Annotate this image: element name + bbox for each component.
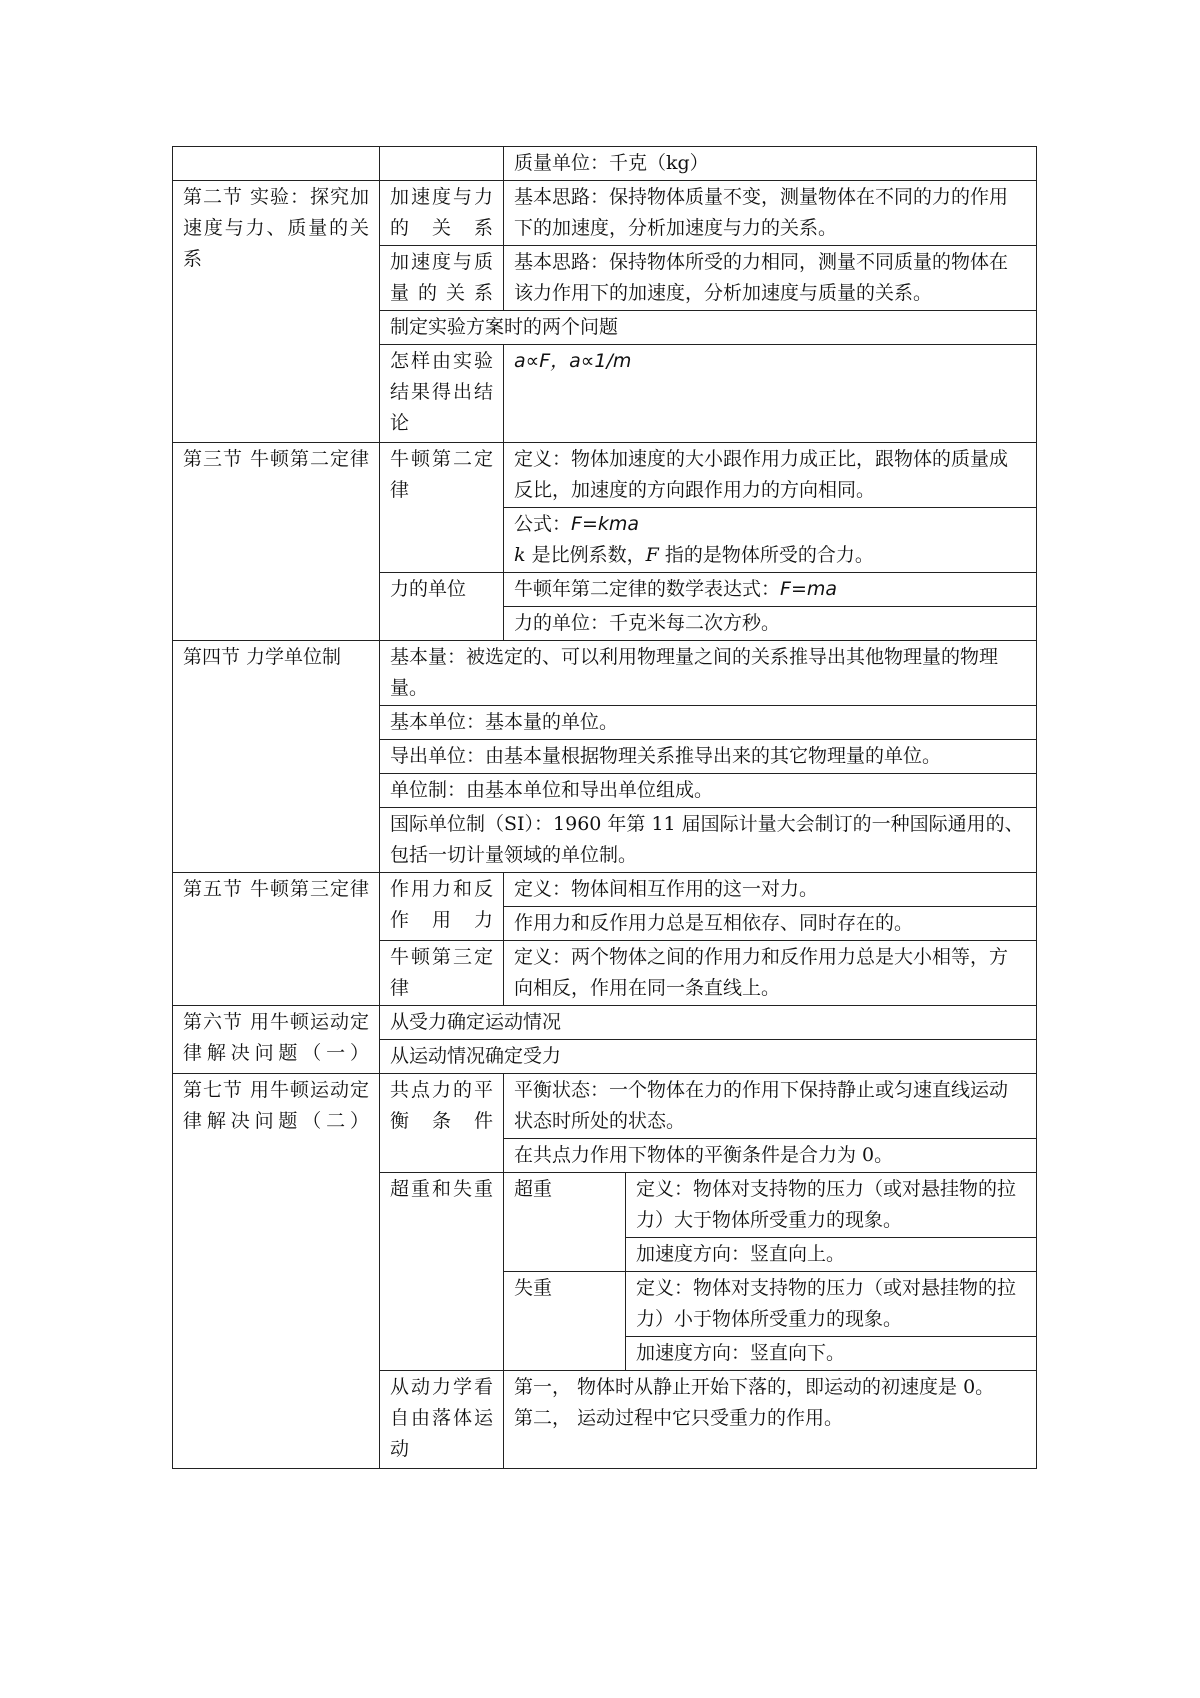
content-cell: 在共点力作用下物体的平衡条件是合力为 0。 — [504, 1139, 1037, 1173]
notes-table-container — [172, 146, 1037, 1470]
freefall-line: 第一， 物体时从静止开始下落的，即运动的初速度是 0。 — [514, 1376, 995, 1398]
content-cell: 作用力和反作用力总是互相依存、同时存在的。 — [504, 907, 1037, 941]
content-cell: 定义：两个物体之间的作用力和反作用力总是大小相等，方向相反，作用在同一条直线上。 — [504, 941, 1037, 1006]
content-cell: 定义：物体对支持物的压力（或对悬挂物的拉力）小于物体所受重力的现象。 — [626, 1272, 1037, 1337]
content-cell: 制定实验方案时的两个问题 — [380, 311, 1037, 345]
topic-label: 从动力学看自由落体运动 — [380, 1371, 504, 1469]
section-cell — [173, 147, 380, 181]
k-text: 指的是物体所受的合力。 — [664, 544, 874, 566]
content-cell: 定义：物体间相互作用的这一对力。 — [504, 873, 1037, 907]
content-cell — [504, 573, 1037, 607]
formula-prefix: 公式： — [514, 513, 572, 535]
content-cell — [504, 1173, 1037, 1371]
content-cell — [504, 345, 1037, 443]
content-cell: 平衡状态：一个物体在力的作用下保持静止或匀速直线运动状态时所处的状态。 — [504, 1074, 1037, 1139]
content-cell: 基本量：被选定的、可以利用物理量之间的关系推导出其他物理量的物理量。 — [380, 641, 1037, 706]
content-cell: 加速度方向：竖直向上。 — [626, 1238, 1037, 1272]
topic-label: 牛顿第二定律 — [380, 443, 504, 573]
content-cell — [504, 508, 1037, 573]
section-title: 第五节 牛顿第三定律 — [173, 873, 380, 1006]
content-cell: 力的单位：千克米每二次方秒。 — [504, 607, 1037, 641]
table-row — [173, 641, 1037, 706]
topic-label: 超重和失重 — [380, 1173, 504, 1371]
content-cell: 从受力确定运动情况 — [380, 1006, 1037, 1040]
table-row — [173, 443, 1037, 508]
topic-label: 加速度与力的关系 — [380, 181, 504, 246]
content-cell: 国际单位制（SI）：1960 年第 11 届国际计量大会制订的一种国际通用的、包括一切计量领域的单位制。 — [380, 808, 1037, 873]
section-title: 第七节 用牛顿运动定律解决问题（二） — [173, 1074, 380, 1469]
section-title: 第二节 实验：探究加速度与力、质量的关系 — [173, 181, 380, 443]
topic-cell — [380, 147, 504, 181]
content-cell: 加速度方向：竖直向下。 — [626, 1337, 1037, 1371]
table-row — [173, 1006, 1037, 1040]
content-cell: 导出单位：由基本量根据物理关系推导出来的其它物理量的单位。 — [380, 740, 1037, 774]
content-cell: 定义：物体加速度的大小跟作用力成正比，跟物体的质量成反比，加速度的方向跟作用力的方向相同。 — [504, 443, 1037, 508]
expr-prefix: 牛顿年第二定律的数学表达式： — [514, 578, 781, 600]
k-text: 是比例系数， — [531, 544, 646, 566]
topic-label: 共点力的平衡条件 — [380, 1074, 504, 1173]
formula: F=kma — [571, 513, 640, 535]
content-cell: 单位制：由基本单位和导出单位组成。 — [380, 774, 1037, 808]
topic-label: 牛顿第三定律 — [380, 941, 504, 1006]
table-row — [173, 1074, 1037, 1139]
overweight-table — [504, 1173, 1036, 1370]
content-cell — [504, 1371, 1037, 1469]
f-symbol: F — [645, 544, 659, 566]
content-cell: 基本单位：基本量的单位。 — [380, 706, 1037, 740]
notes-table — [172, 146, 1037, 1469]
overweight-label: 超重 — [504, 1173, 626, 1272]
content-cell: 质量单位：千克（kg） — [504, 147, 1037, 181]
content-cell: 定义：物体对支持物的压力（或对悬挂物的拉力）大于物体所受重力的现象。 — [626, 1173, 1037, 1238]
formula: F=ma — [780, 578, 838, 600]
topic-label: 怎样由实验结果得出结论 — [380, 345, 504, 443]
k-symbol: k — [514, 544, 526, 566]
topic-label: 作用力和反作用力 — [380, 873, 504, 941]
table-row — [173, 873, 1037, 907]
content-cell: 基本思路：保持物体质量不变，测量物体在不同的力的作用下的加速度，分析加速度与力的关系。 — [504, 181, 1037, 246]
table-row — [173, 181, 1037, 246]
table-row — [173, 147, 1037, 181]
content-cell: 基本思路：保持物体所受的力相同，测量不同质量的物体在该力作用下的加速度，分析加速度与质量的关系。 — [504, 246, 1037, 311]
section-title: 第三节 牛顿第二定律 — [173, 443, 380, 641]
table-row — [504, 1173, 1036, 1238]
freefall-line: 第二， 运动过程中它只受重力的作用。 — [514, 1407, 844, 1429]
content-cell: 从运动情况确定受力 — [380, 1040, 1037, 1074]
topic-label: 力的单位 — [380, 573, 504, 641]
topic-label: 加速度与质量的关系 — [380, 246, 504, 311]
table-row — [504, 1272, 1036, 1337]
section-title: 第四节 力学单位制 — [173, 641, 380, 873]
weightless-label: 失重 — [504, 1272, 626, 1371]
section-title: 第六节 用牛顿运动定律解决问题（一） — [173, 1006, 380, 1074]
formula: a∝F，a∝1/m — [514, 350, 632, 372]
